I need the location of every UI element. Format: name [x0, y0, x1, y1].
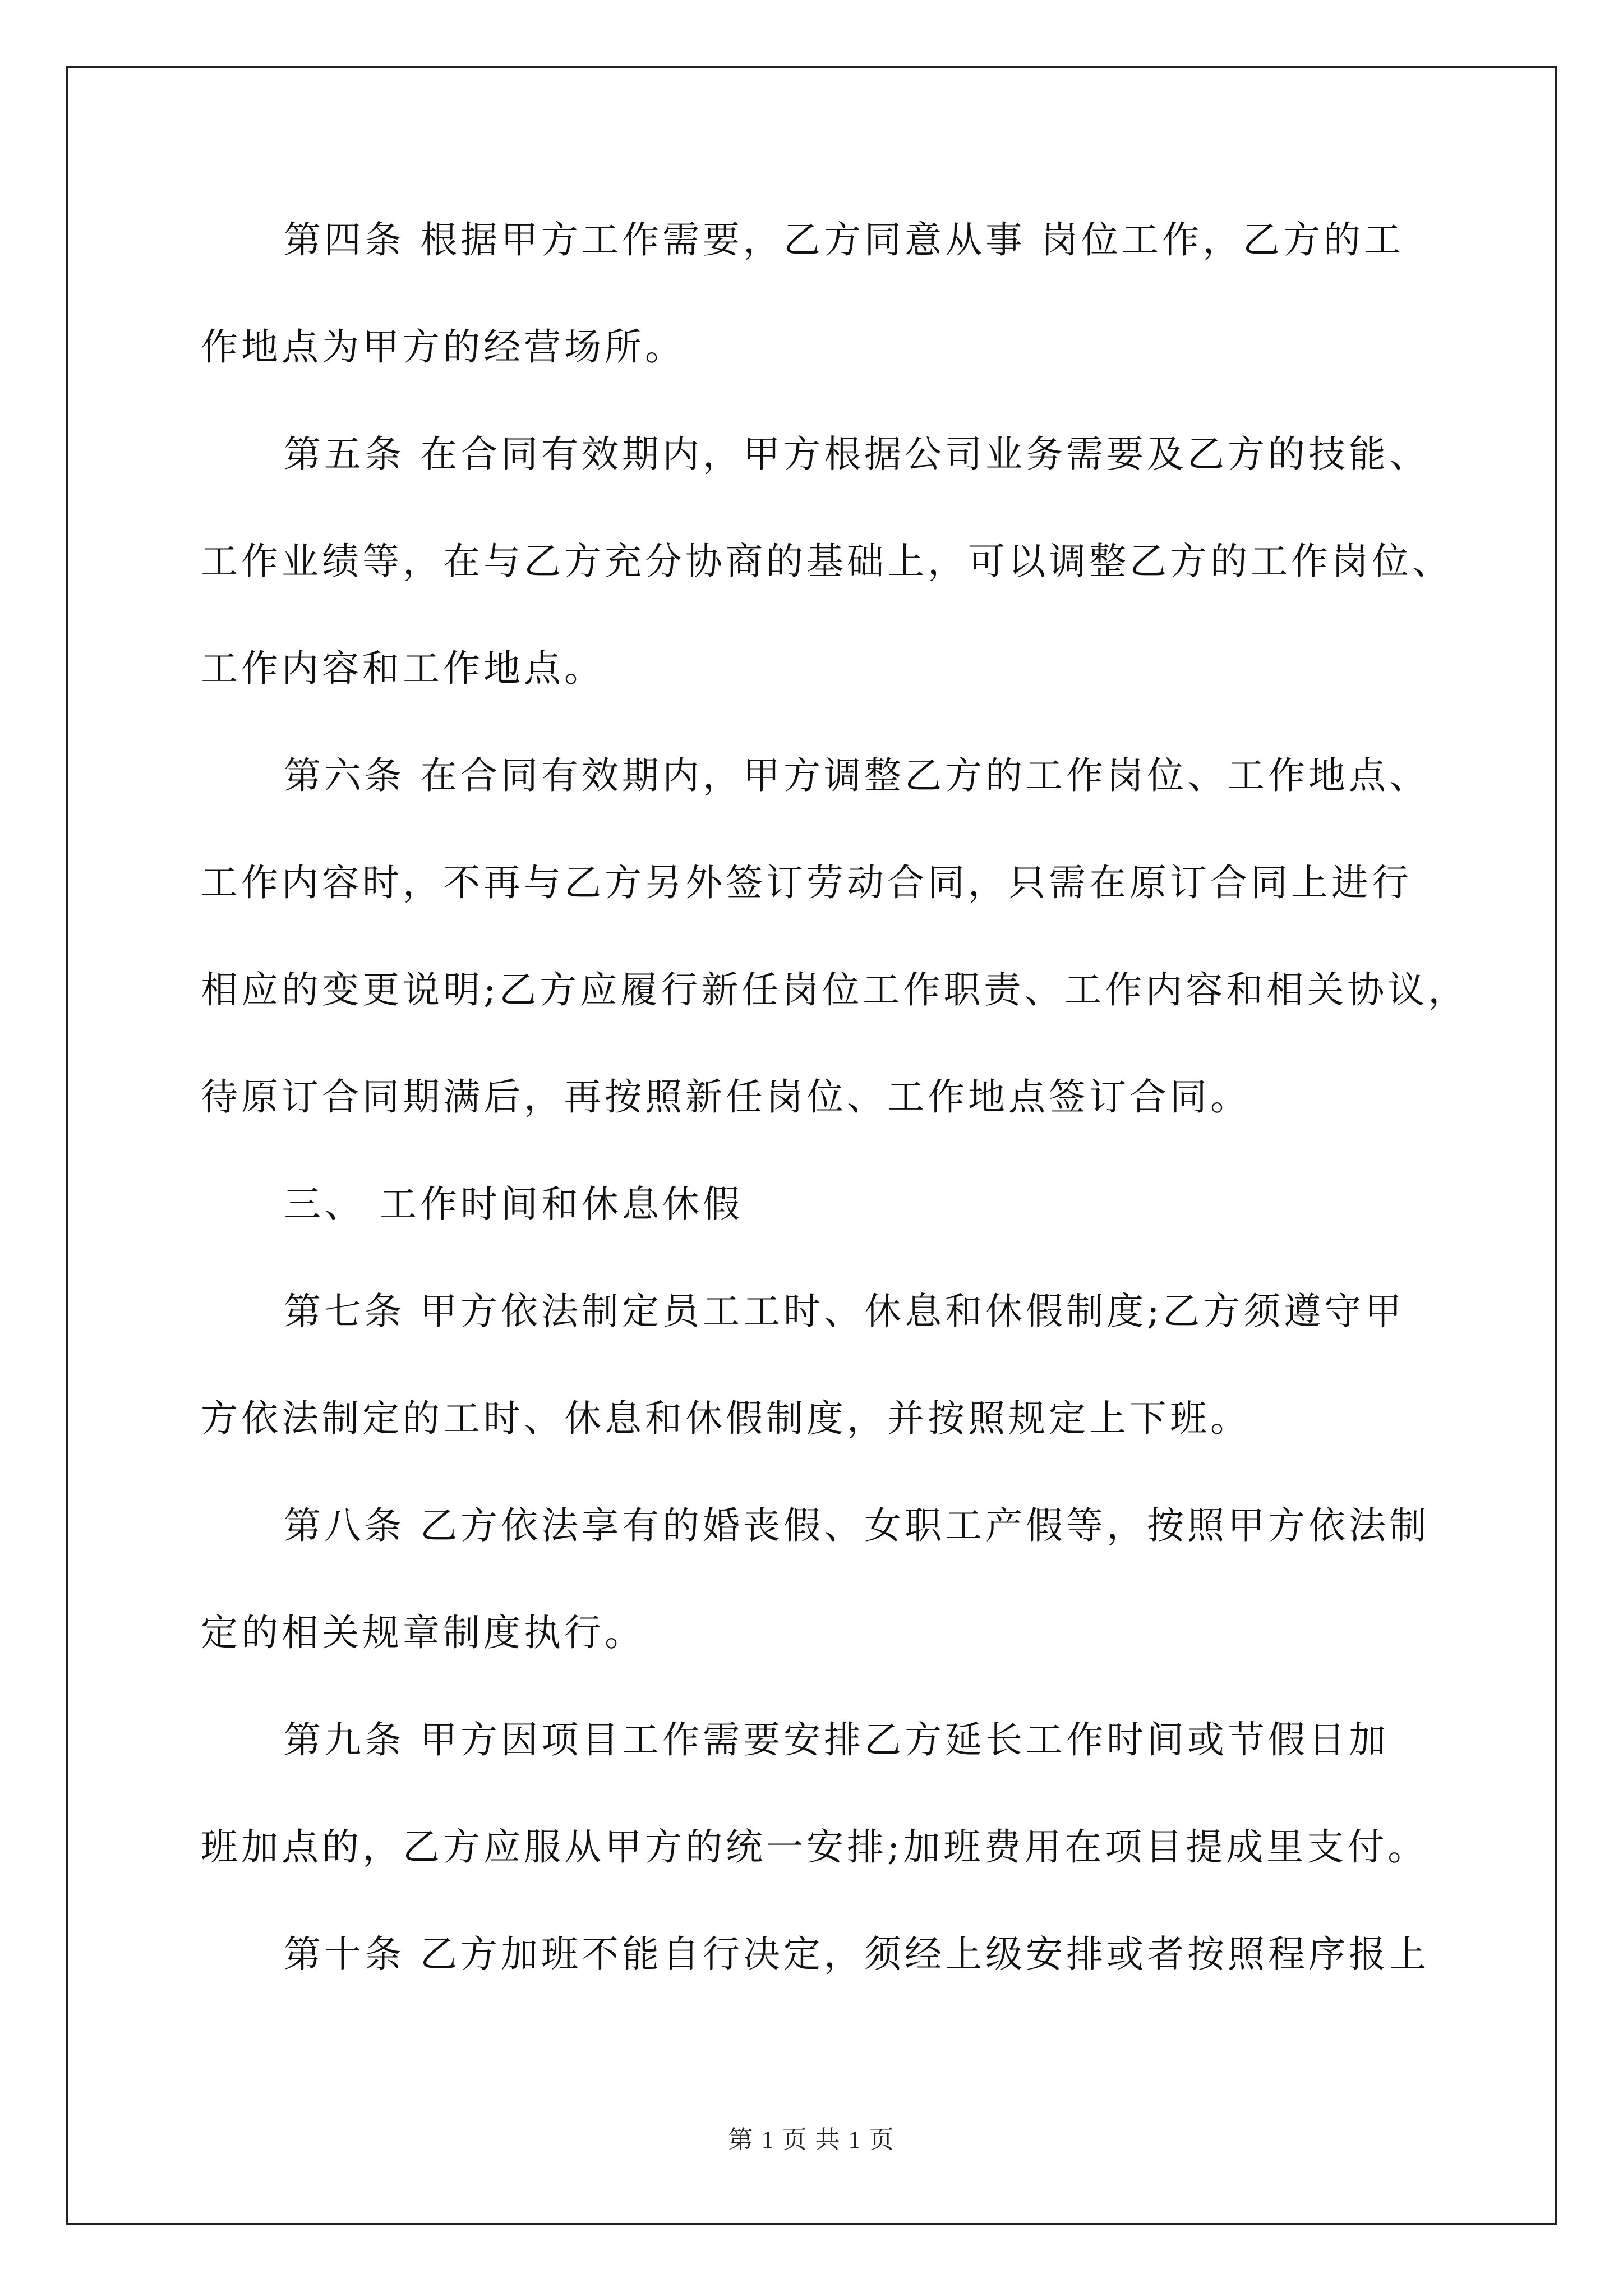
text-line: 待原订合同期满后，再按照新任岗位、工作地点签订合同。: [201, 1075, 1251, 1119]
text-line: 工作内容和工作地点。: [201, 647, 605, 690]
document-body: [201, 218, 1469, 2043]
text-line: 班加点的，乙方应服从甲方的统一安排;加班费用在项目提成里支付。: [201, 1825, 1428, 1869]
text-line: 第九条 甲方因项目工作需要安排乙方延长工作时间或节假日加: [284, 1718, 1389, 1761]
text-line: 第十条 乙方加班不能自行决定，须经上级安排或者按照程序报上: [284, 1932, 1430, 1976]
text-line: 第五条 在合同有效期内，甲方根据公司业务需要及乙方的技能、: [284, 432, 1430, 476]
text-line: 定的相关规章制度执行。: [201, 1611, 645, 1654]
section-heading: 三、 工作时间和休息休假: [284, 1182, 743, 1226]
text-line: 第八条 乙方依法享有的婚丧假、女职工产假等，按照甲方依法制: [284, 1504, 1430, 1547]
text-line: 第六条 在合同有效期内，甲方调整乙方的工作岗位、工作地点、: [284, 754, 1430, 797]
text-line: 作地点为甲方的经营场所。: [201, 325, 685, 369]
text-line: 工作业绩等，在与乙方充分协商的基础上，可以调整乙方的工作岗位、: [201, 540, 1453, 583]
text-line: 第四条 根据甲方工作需要，乙方同意从事 岗位工作，乙方的工: [284, 218, 1404, 261]
text-line: 第七条 甲方依法制定员工工时、休息和休假制度;乙方须遵守甲: [284, 1290, 1405, 1333]
text-line: 工作内容时，不再与乙方另外签订劳动合同，只需在原订合同上进行: [201, 861, 1412, 904]
text-line: 相应的变更说明;乙方应履行新任岗位工作职责、工作内容和相关协议，: [201, 968, 1469, 1011]
text-line: 方依法制定的工时、休息和休假制度，并按照规定上下班。: [201, 1397, 1251, 1440]
page-number-footer: 第 1 页 共 1 页: [728, 2126, 895, 2154]
